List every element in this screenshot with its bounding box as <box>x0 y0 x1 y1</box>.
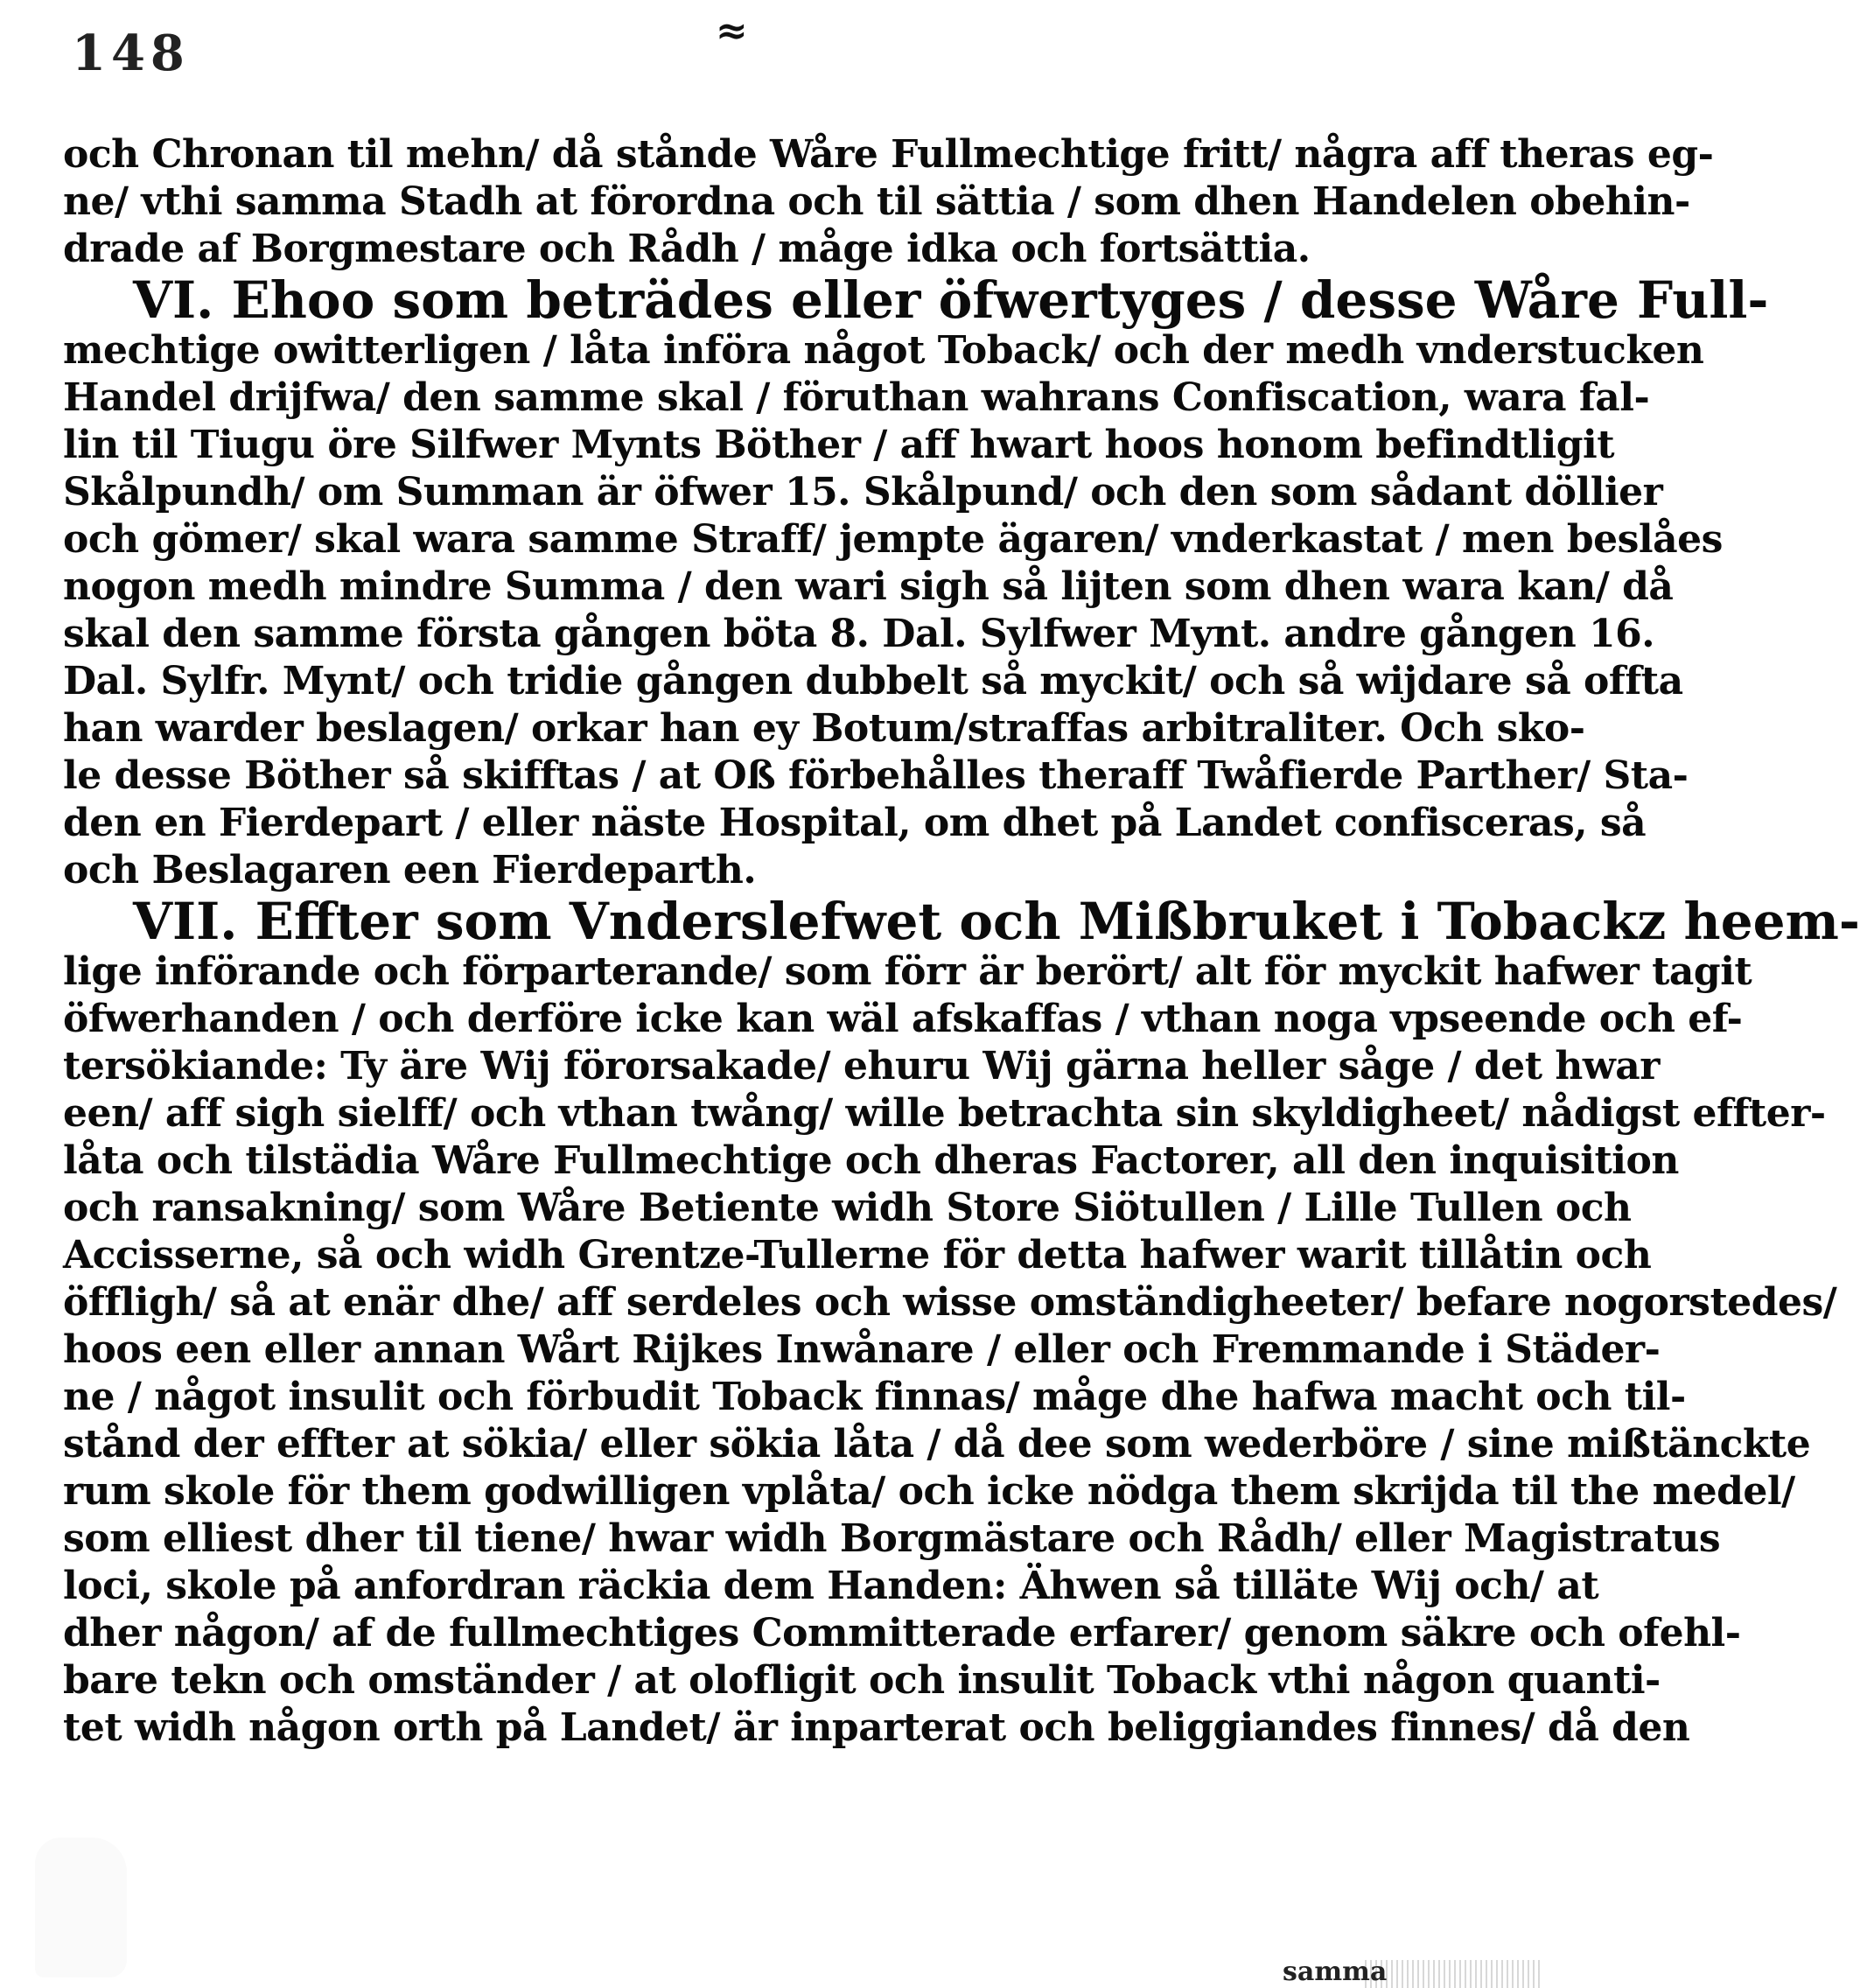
text-line: tet widh någon orth på Landet/ är inparterat och beliggiandes finnes/ då den <box>63 1705 1690 1750</box>
text-line: loci, skole på anfordran räckia dem Handen: Ähwen så tilläte Wij och/ at <box>63 1564 1599 1608</box>
text-line: Handel drijfwa/ den samme skal / föruthan wahrans Confiscation, wara fal- <box>63 375 1650 420</box>
text-line: Accisserne, så och widh Grentze-Tullerne för detta hafwer warit tillåtin och <box>63 1233 1652 1278</box>
text-line: öfwerhanden / och derföre icke kan wäl afskaffas / vthan noga vpseende och ef- <box>63 997 1743 1041</box>
text-line: stånd der effter at sökia/ eller sökia låta / då dee som wederböre / sine mißtänckte <box>63 1422 1811 1466</box>
section-heading-line: VI. Ehoo som beträdes eller öfwertyges / desse Wåre Full- <box>133 270 1769 330</box>
text-line: mechtige owitterligen / låta införa något Toback/ och der medh vnderstucken <box>63 328 1704 373</box>
text-line: lin til Tiugu öre Silfwer Mynts Böther / aff hwart hoos honom befindtligit <box>63 423 1615 467</box>
text-line: och gömer/ skal wara samme Straff/ jempte ägaren/ vnderkastat / men beslåes <box>63 517 1723 562</box>
text-line: öffligh/ så at enär dhe/ aff serdeles och wisse omständigheeter/ befare nogorstedes/ <box>63 1280 1837 1325</box>
text-line: Skålpundh/ om Summan är öfwer 15. Skålpund/ och den som sådant döllier <box>63 470 1663 514</box>
text-line: låta och tilstädia Wåre Fullmechtige och dheras Factorer, all den inquisition <box>63 1138 1679 1183</box>
text-line: rum skole för them godwilligen vplåta/ och icke nödga them skrijda til the medel/ <box>63 1469 1795 1514</box>
catchword: samma <box>1283 1956 1388 1987</box>
section-heading-line: VII. Effter som Vnderslefwet och Mißbruket i Tobackz heem- <box>133 892 1860 951</box>
text-line: han warder beslagen/ orkar han ey Botum/straffas arbitraliter. Och sko- <box>63 706 1585 751</box>
text-line: skal den samme första gången böta 8. Dal. Sylfwer Mynt. andre gången 16. <box>63 612 1655 656</box>
torn-corner <box>35 1838 127 1978</box>
body-text <box>63 131 1860 1752</box>
text-line: den en Fierdepart / eller näste Hospital, om dhet på Landet confisceras, så <box>63 801 1647 845</box>
text-line: och Chronan til mehn/ då stånde Wåre Fullmechtige fritt/ några aff theras eg- <box>63 132 1714 177</box>
text-line: och Beslagaren een Fierdeparth. <box>63 848 757 892</box>
text-line: le desse Böther så skifftas / at Oß förbehålles theraff Twåfierde Parther/ Sta- <box>63 753 1689 798</box>
text-line: bare tekn och omständer / at olofligit och insulit Toback vthi någon quanti- <box>63 1658 1661 1703</box>
text-line: som elliest dher til tiene/ hwar widh Borgmästare och Rådh/ eller Magistratus <box>63 1516 1721 1561</box>
text-line: ne / något insulit och förbudit Toback finnas/ måge dhe hafwa macht och til- <box>63 1375 1686 1419</box>
text-line: Dal. Sylfr. Mynt/ och tridie gången dubbelt så myckit/ och så wijdare så offta <box>63 659 1683 704</box>
text-line: tersökiande: Ty äre Wij förorsakade/ ehuru Wij gärna heller såge / det hwar <box>63 1044 1660 1088</box>
text-line: nogon medh mindre Summa / den wari sigh så lijten som dhen wara kan/ då <box>63 564 1674 609</box>
text-line: lige införande och förparterande/ som förr är berört/ alt för myckit hafwer tagit <box>63 949 1752 994</box>
print-speckle <box>1365 1960 1540 1988</box>
text-line: een/ aff sigh sielff/ och vthan twång/ wille betrachta sin skyldigheet/ nådigst effter- <box>63 1091 1826 1136</box>
text-line: ne/ vthi samma Stadh at förordna och til sättia / som dhen Handelen obehin- <box>63 179 1690 224</box>
text-line: dher någon/ af de fullmechtiges Committerade erfarer/ genom säkre och ofehl- <box>63 1611 1741 1656</box>
folio-number: 148 <box>72 24 190 82</box>
top-ornament: ≈ <box>716 9 748 53</box>
text-line: drade af Borgmestare och Rådh / måge idka och fortsättia. <box>63 227 1311 271</box>
text-line: hoos een eller annan Wårt Rijkes Inwånare / eller och Fremmande i Städer- <box>63 1327 1661 1372</box>
text-line: och ransakning/ som Wåre Betiente widh Store Siötullen / Lille Tullen och <box>63 1186 1632 1230</box>
